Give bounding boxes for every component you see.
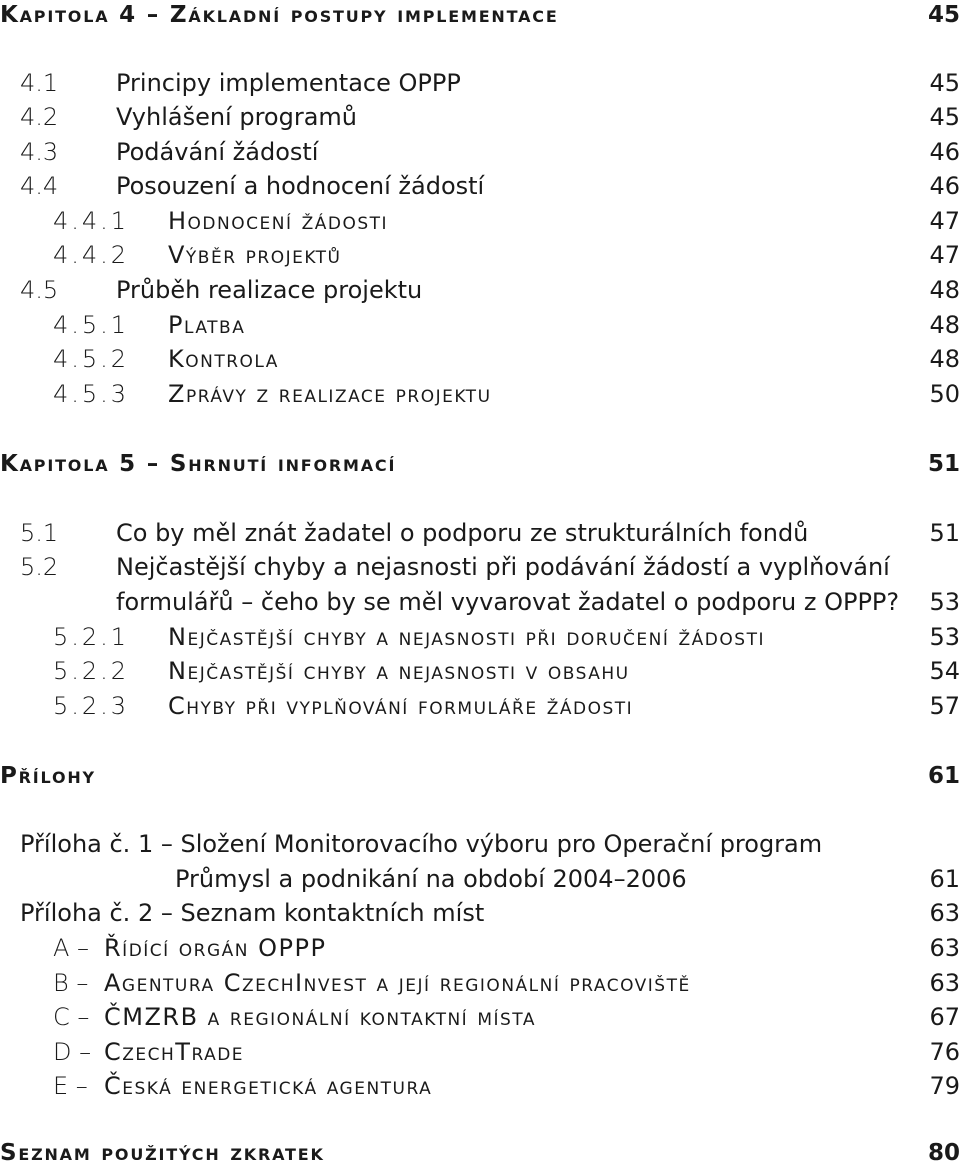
toc-appendix-2-c[interactable] — [0, 999, 960, 1035]
toc-entry-5-1[interactable] — [0, 515, 960, 551]
item-title: Agentura CzechInvest a její regionální pracoviště — [104, 969, 691, 997]
section-title-line-2: formulářů – čeho by se měl vyvarovat žadatel o podporu z OPPP? — [116, 588, 900, 616]
appendix-title: Příloha č. 2 – Seznam kontaktních míst — [20, 899, 485, 927]
toc-entry-4-3[interactable] — [0, 134, 960, 170]
page-number: 51 — [929, 519, 960, 547]
toc-appendix-2-a[interactable] — [0, 930, 960, 966]
appendix-title-line-2: Průmysl a podnikání na období 2004–2006 — [175, 865, 687, 893]
section-number: 4.5.2 — [53, 345, 130, 373]
section-number: 4.4 — [20, 172, 59, 200]
toc-entry-4-5[interactable] — [0, 272, 960, 308]
chapter-title: Seznam použitých zkratek — [0, 1140, 325, 1166]
section-title: Výběr projektů — [168, 241, 342, 269]
page-number: 61 — [929, 865, 960, 893]
section-number: 4.5.3 — [53, 380, 130, 408]
chapter-title: Kapitola 4 – Základní postupy implementace — [0, 2, 559, 28]
page-number: 47 — [929, 241, 960, 269]
toc-appendices[interactable] — [0, 758, 960, 794]
page-number: 45 — [927, 2, 960, 28]
toc-entry-4-4-1[interactable] — [0, 203, 960, 239]
page-number: 50 — [929, 380, 960, 408]
item-label: D – — [53, 1038, 99, 1066]
toc-chapter-4[interactable] — [0, 0, 960, 33]
section-number: 5.2.3 — [53, 692, 130, 720]
section-title: Nejčastější chyby a nejasnosti při doručení žádosti — [168, 623, 765, 651]
item-title: CzechTrade — [104, 1038, 245, 1066]
toc-entry-4-4[interactable] — [0, 168, 960, 204]
section-title: Zprávy z realizace projektu — [168, 380, 492, 408]
page-number: 45 — [929, 103, 960, 131]
section-number: 4.5 — [20, 276, 59, 304]
toc-entry-5-2-1[interactable] — [0, 619, 960, 655]
section-title-line-1: Nejčastější chyby a nejasnosti při podávání žádostí a vyplňování — [116, 553, 890, 581]
chapter-title: Přílohy — [0, 763, 96, 789]
section-number: 4.4.2 — [53, 241, 130, 269]
item-title: Česká energetická agentura — [104, 1072, 433, 1100]
section-title: Hodnocení žádosti — [168, 207, 389, 235]
item-title: ČMZRB a regionální kontaktní místa — [104, 1003, 536, 1031]
page-number: 46 — [929, 172, 960, 200]
page-number: 61 — [927, 763, 960, 789]
section-title: Průběh realizace projektu — [116, 276, 423, 304]
section-number: 4.5.1 — [53, 311, 130, 339]
toc-abbreviations[interactable] — [0, 1135, 960, 1171]
toc-entry-5-2-3[interactable] — [0, 688, 960, 724]
page-number: 53 — [929, 588, 960, 616]
section-title: Vyhlášení programů — [116, 103, 357, 131]
page-number: 67 — [929, 1003, 960, 1031]
page-number: 48 — [929, 345, 960, 373]
toc-entry-4-5-1[interactable] — [0, 307, 960, 343]
page-number: 54 — [929, 657, 960, 685]
toc-appendix-2[interactable] — [0, 895, 960, 931]
toc-chapter-5[interactable] — [0, 446, 960, 482]
toc-entry-5-2[interactable] — [0, 549, 960, 585]
toc-entry-4-1[interactable] — [0, 65, 960, 101]
page-number: 51 — [927, 451, 960, 477]
section-number: 4.3 — [20, 138, 59, 166]
section-number: 4.1 — [20, 69, 59, 97]
page-number: 45 — [929, 69, 960, 97]
section-number: 5.2 — [20, 553, 59, 581]
item-label: C – — [53, 1003, 98, 1031]
section-title: Kontrola — [168, 345, 279, 373]
section-title: Nejčastější chyby a nejasnosti v obsahu — [168, 657, 630, 685]
item-label: A – — [53, 934, 97, 962]
appendix-title-line-1: Příloha č. 1 – Složení Monitorovacího výboru pro Operační program — [20, 830, 823, 858]
toc-appendix-2-e[interactable] — [0, 1068, 960, 1104]
toc-entry-4-4-2[interactable] — [0, 237, 960, 273]
page-number: 46 — [929, 138, 960, 166]
item-label: E – — [53, 1072, 96, 1100]
toc-appendix-2-d[interactable] — [0, 1034, 960, 1070]
toc-entry-4-2[interactable] — [0, 99, 960, 135]
toc-entry-4-5-2[interactable] — [0, 341, 960, 377]
item-title: Řídící orgán OPPP — [104, 934, 327, 962]
toc-entry-5-2-2[interactable] — [0, 653, 960, 689]
page-number: 76 — [929, 1038, 960, 1066]
toc-entry-4-5-3[interactable] — [0, 376, 960, 412]
page-number: 63 — [929, 934, 960, 962]
page-number: 80 — [927, 1140, 960, 1166]
item-label: B – — [53, 969, 96, 997]
section-title: Platba — [168, 311, 246, 339]
toc-appendix-2-b[interactable] — [0, 965, 960, 1001]
section-title: Co by měl znát žadatel o podporu ze strukturálních fondů — [116, 519, 809, 547]
page-number: 79 — [929, 1072, 960, 1100]
toc-entry-5-2-continued[interactable] — [0, 584, 960, 620]
section-title: Posouzení a hodnocení žádostí — [116, 172, 485, 200]
chapter-title: Kapitola 5 – Shrnutí informací — [0, 451, 397, 477]
page-number: 48 — [929, 311, 960, 339]
page-number: 63 — [929, 969, 960, 997]
section-number: 4.2 — [20, 103, 59, 131]
page-number: 57 — [929, 692, 960, 720]
section-number: 5.2.2 — [53, 657, 130, 685]
page-number: 48 — [929, 276, 960, 304]
section-number: 4.4.1 — [53, 207, 130, 235]
page-number: 63 — [929, 899, 960, 927]
page-number: 53 — [929, 623, 960, 651]
section-number: 5.1 — [20, 519, 59, 547]
page-number: 47 — [929, 207, 960, 235]
toc-appendix-1[interactable] — [0, 826, 960, 862]
section-title: Principy implementace OPPP — [116, 69, 461, 97]
toc-appendix-1-continued[interactable] — [0, 861, 960, 897]
section-title: Podávání žádostí — [116, 138, 319, 166]
section-title: Chyby při vyplňování formuláře žádosti — [168, 692, 634, 720]
section-number: 5.2.1 — [53, 623, 130, 651]
